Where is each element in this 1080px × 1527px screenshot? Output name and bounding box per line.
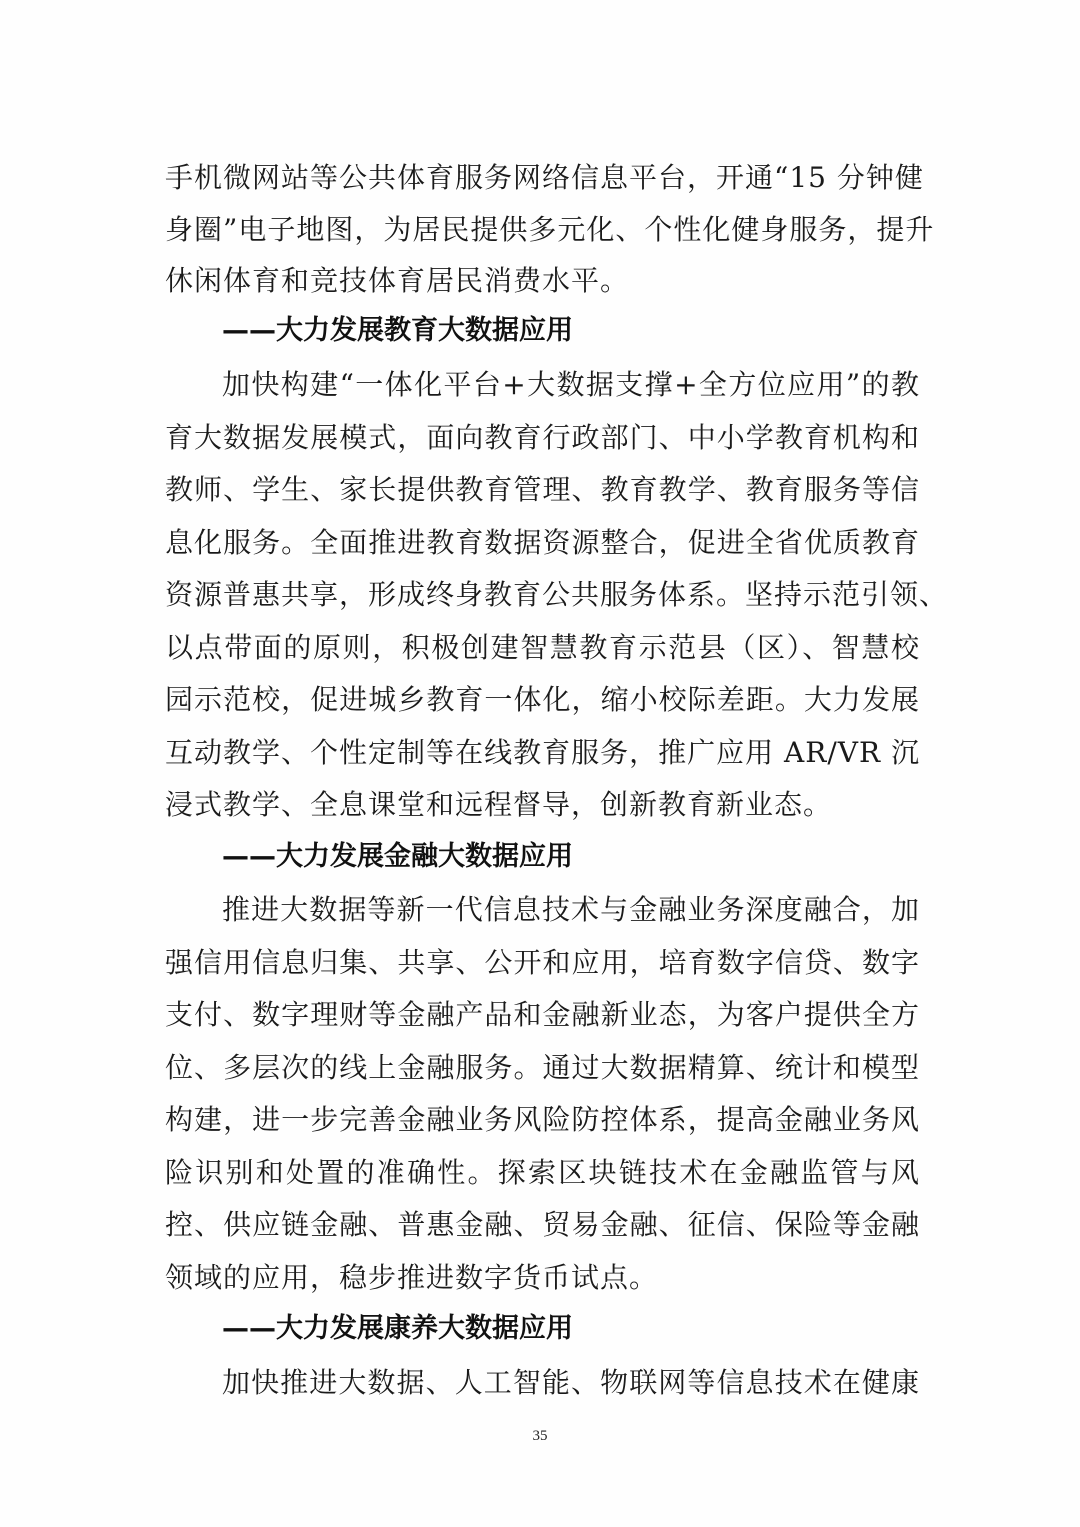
- body-line: 支付、数字理财等金融产品和金融新业态，为客户提供全方: [165, 998, 920, 1031]
- body-line: 加快推进大数据、人工智能、物联网等信息技术在健康: [222, 1366, 920, 1399]
- section-heading-health: ——大力发展康养大数据应用: [222, 1313, 573, 1344]
- body-line: 休闲体育和竞技体育居民消费水平。: [165, 264, 630, 297]
- body-line: 强信用信息归集、共享、公开和应用，培育数字信贷、数字: [165, 946, 920, 979]
- page-number: 35: [532, 1428, 548, 1444]
- body-line: 息化服务。全面推进教育数据资源整合，促进全省优质教育: [165, 526, 920, 559]
- body-line: 构建，进一步完善金融业务风险防控体系，提高金融业务风: [165, 1103, 920, 1136]
- body-line: 育大数据发展模式，面向教育行政部门、中小学教育机构和: [165, 421, 920, 454]
- body-line: 手机微网站等公共体育服务网络信息平台，开通“15 分钟健: [165, 161, 924, 194]
- body-line: 险识别和处置的准确性。探索区块链技术在金融监管与风: [165, 1156, 920, 1189]
- body-line: 身圈”电子地图，为居民提供多元化、个性化健身服务，提升: [165, 213, 935, 246]
- body-line: 领域的应用，稳步推进数字货币试点。: [165, 1261, 659, 1294]
- body-line: 位、多层次的线上金融服务。通过大数据精算、统计和模型: [165, 1051, 920, 1084]
- body-line: 浸式教学、全息课堂和远程督导，创新教育新业态。: [165, 788, 833, 821]
- section-heading-finance: ——大力发展金融大数据应用: [222, 841, 573, 872]
- body-line: 加快构建“一体化平台+大数据支撑+全方位应用”的教: [222, 368, 920, 401]
- body-line: 资源普惠共享，形成终身教育公共服务体系。坚持示范引领、: [165, 578, 949, 611]
- body-line: 教师、学生、家长提供教育管理、教育教学、教育服务等信: [165, 473, 920, 506]
- body-line: 以点带面的原则，积极创建智慧教育示范县（区）、智慧校: [165, 631, 920, 664]
- body-line: 控、供应链金融、普惠金融、贸易金融、征信、保险等金融: [165, 1208, 920, 1241]
- body-line: 推进大数据等新一代信息技术与金融业务深度融合，加: [222, 893, 920, 926]
- body-line: 互动教学、个性定制等在线教育服务，推广应用 AR/VR 沉: [165, 736, 920, 769]
- body-line: 园示范校，促进城乡教育一体化，缩小校际差距。大力发展: [165, 683, 920, 716]
- section-heading-education: ——大力发展教育大数据应用: [222, 315, 573, 346]
